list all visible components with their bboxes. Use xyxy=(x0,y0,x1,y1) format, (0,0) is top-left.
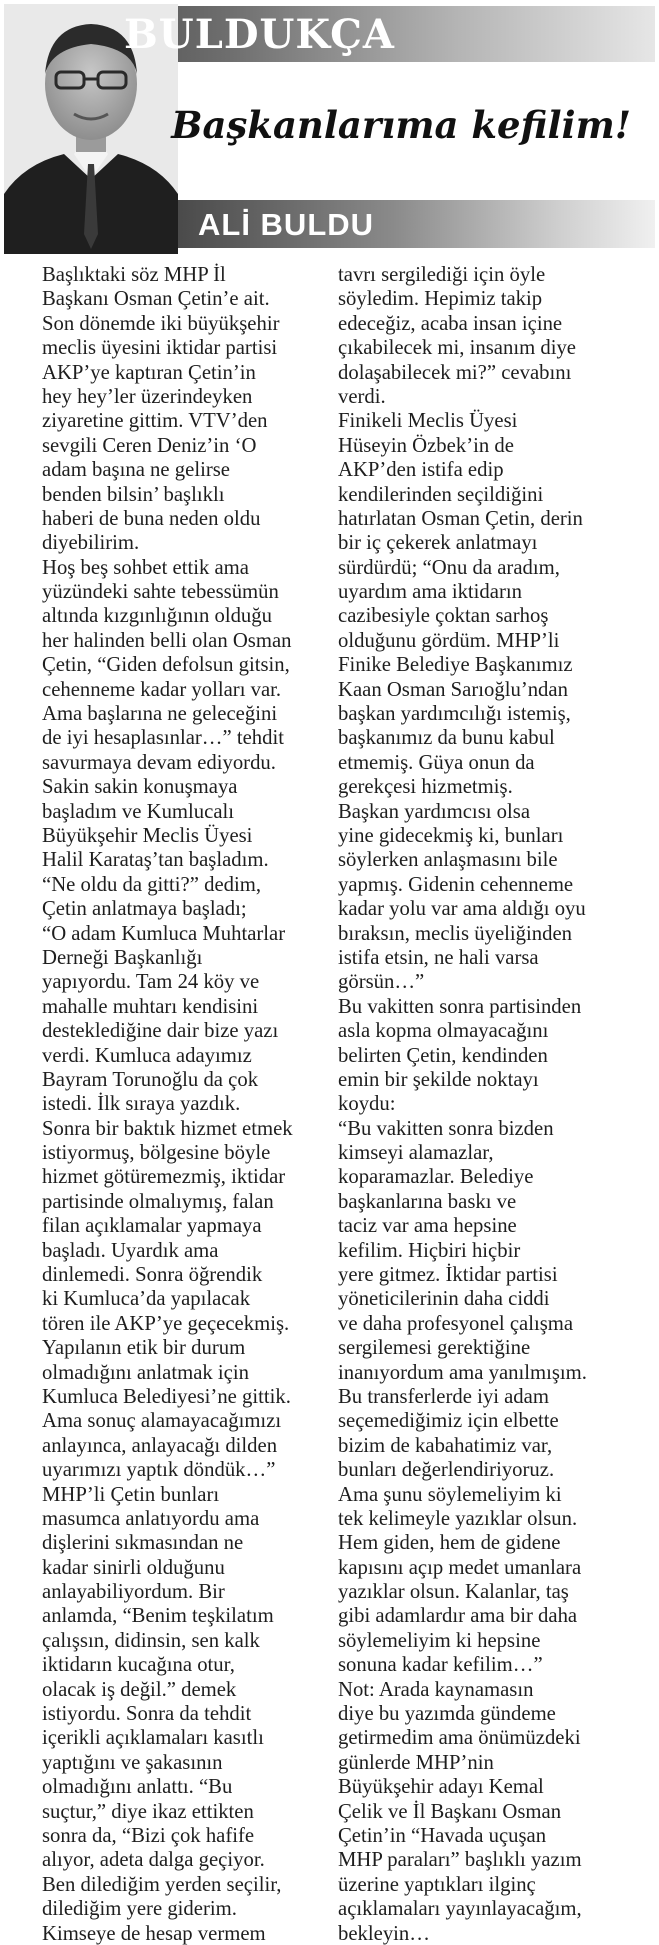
article-text-line: savurmaya devam ediyordu. xyxy=(42,749,276,774)
article-text-line: adam başına ne gelirse xyxy=(42,457,230,482)
article-text-line: görsün…” xyxy=(338,969,425,994)
article-text-line: Başlıktaki söz MHP İl xyxy=(42,262,226,286)
article-text-line: Finikeli Meclis Üyesi xyxy=(338,408,518,433)
article-text-line: Halil Karataş’tan başladım. xyxy=(42,847,269,872)
article-text-line: altında kızgınlığının olduğu xyxy=(42,603,272,628)
article-text-line: kadar sinirli olduğunu xyxy=(42,1554,225,1579)
article-text-line: tören ile AKP’ye geçecekmiş. xyxy=(42,1310,290,1335)
article-text-line: haberi de buna neden oldu xyxy=(42,505,261,530)
article-text-line: Ben dilediğim yerden seçilir, xyxy=(42,1871,282,1896)
article-text-line: bekleyin… xyxy=(338,1920,430,1945)
article-text-line: başladım ve Kumlucalı xyxy=(42,798,235,823)
article-text-line: desteklediğine dair bize yazı xyxy=(42,1018,279,1043)
article-text-line: etmemiş. Güya onun da xyxy=(338,749,535,774)
article-text-line: Hem giden, hem de gidene xyxy=(338,1530,561,1555)
article-text-line: verdi. Kumluca adayımız xyxy=(42,1042,252,1067)
article-text-line: yazıklar olsun. Kalanlar, taş xyxy=(338,1579,569,1604)
article-text-line: benden bilsin’ başlıklı xyxy=(42,481,225,506)
article-text-line: filan açıklamalar yapmaya xyxy=(42,1213,262,1238)
article-text-line: anlayınca, anlayacağı dilden xyxy=(42,1432,278,1457)
article-text-line: sonuna kadar kefilim…” xyxy=(338,1652,543,1677)
article-text-line: Başkan yardımcısı olsa xyxy=(338,798,531,823)
article-text-line: Çetin anlatmaya başladı; xyxy=(42,896,247,921)
article-text-line: getirmedim ama önümüzdeki xyxy=(338,1725,581,1750)
article-text-line: üzerine yaptıkları ilginç xyxy=(338,1871,536,1896)
article-text-line: dişlerini sıkmasından ne xyxy=(42,1530,244,1555)
article-text-line: Son dönemde iki büyükşehir xyxy=(42,310,280,335)
article-text-line: Ama şunu söylemeliyim ki xyxy=(338,1481,562,1506)
column-name: BULDUKÇA xyxy=(124,11,395,58)
article-text-line: açıklamaları yayınlayacağım, xyxy=(338,1896,582,1921)
article-text-line: gerekçesi hizmetmiş. xyxy=(338,774,513,799)
article-text-line: bir iç çekerek anlatmayı xyxy=(338,530,538,555)
article-text-line: Bu transferlerde iyi adam xyxy=(338,1383,549,1408)
article-text-line: Ama başlarına ne geleceğini xyxy=(42,701,278,726)
article-text-line: başladı. Uyardık ama xyxy=(42,1237,219,1262)
article-text-line: kimseyi alamazlar, xyxy=(338,1140,494,1165)
article-text-line: anlayabiliyordum. Bir xyxy=(42,1579,225,1604)
article-text-line: MHP’li Çetin bunları xyxy=(42,1481,220,1506)
article-text-line: gibi adamlardır ama bir daha xyxy=(338,1603,578,1628)
article-text-line: AKP’den istifa edip xyxy=(338,457,504,482)
article-text-line: seçemediğimiz için elbette xyxy=(338,1408,559,1433)
article-text-line: “Ne oldu da gitti?” dedim, xyxy=(42,871,262,896)
column-header xyxy=(0,0,659,258)
article-text-line: koydu: xyxy=(338,1091,396,1116)
article-text-line: istedi. İlk sıraya yazdık. xyxy=(42,1091,241,1116)
article-text-line: sürdürdü; “Onu da aradım, xyxy=(338,554,560,579)
article-text-line: çıkabilecek mi, insanım diye xyxy=(338,335,576,360)
article-text-line: Sonra bir baktık hizmet etmek xyxy=(42,1115,293,1140)
article-text-line: yine gidecekmiş ki, bunları xyxy=(338,822,564,847)
article-text-line: “O adam Kumluca Muhtarlar xyxy=(42,920,286,945)
article-text-line: başkanımız da bunu kabul xyxy=(338,725,555,750)
article-text-line: söylemeliyim ki hepsine xyxy=(338,1627,541,1652)
article-text-line: iktidarın kucağına otur, xyxy=(42,1652,235,1677)
article-text-line: MHP paraları” başlıklı yazım xyxy=(338,1847,582,1872)
article-text-line: ki Kumluca’da yapılacak xyxy=(42,1286,251,1311)
article-text-line: dilediğim yere giderim. xyxy=(42,1896,237,1921)
article-text-line: yapmış. Gidenin cehenneme xyxy=(338,871,574,896)
article-text-line: meclis üyesini iktidar partisi xyxy=(42,335,278,360)
article-text-line: günlerde MHP’nin xyxy=(338,1749,494,1774)
article-text-line: masumca anlatıyordu ama xyxy=(42,1505,260,1530)
article-text-line: anlamda, “Benim teşkilatım xyxy=(42,1603,274,1628)
article-text-line: suçtur,” diye ikaz ettikten xyxy=(42,1798,254,1823)
article-text-line: ve daha profesyonel çalışma xyxy=(338,1310,574,1335)
article-text-line: bizim de kabahatimiz var, xyxy=(338,1432,553,1457)
article-text-line: de iyi hesaplasınlar…” tehdit xyxy=(42,725,285,750)
article-text-line: Finike Belediye Başkanımız xyxy=(338,652,573,677)
article-text-line: kapısını açıp medet umanlara xyxy=(338,1554,582,1579)
article-text-line: kadar yolu var ama aldığı oyu xyxy=(338,896,586,921)
article-text-line: cazibesiyle çoktan sarhoş xyxy=(338,603,549,628)
article-text-line: tavrı sergilediği için öyle xyxy=(338,262,546,286)
article-text-line: sergilemesi gerektiğine xyxy=(338,1335,531,1360)
article-text-line: Sakin sakin konuşmaya xyxy=(42,774,238,799)
article-text-line: Yapılanın etik bir durum xyxy=(42,1335,246,1360)
article-text-line: Derneği Başkanlığı xyxy=(42,944,203,969)
article-text-line: sonra da, “Bizi çok hafife xyxy=(42,1823,255,1847)
article-text-line: Büyükşehir adayı Kemal xyxy=(338,1774,544,1799)
article-text-line: olduğunu gördüm. MHP’li xyxy=(338,627,560,652)
article-text-line: “Bu vakitten sonra bizden xyxy=(338,1115,554,1140)
headline: Başkanlarıma kefilim! xyxy=(171,103,631,147)
article-text-line: olmadığını anlattı. “Bu xyxy=(42,1774,233,1799)
article-text-line: Not: Arada kaynamasın xyxy=(338,1676,534,1701)
article-text-line: cehenneme kadar yolları var. xyxy=(42,676,282,701)
article-text-line: Çelik ve İl Başkanı Osman xyxy=(338,1798,562,1823)
article-text-line: alıyor, adeta dalga geçiyor. xyxy=(42,1847,265,1872)
article-text-line: kefilim. Hiçbiri hiçbir xyxy=(338,1237,521,1262)
article-text-line: Çetin’in “Havada uçuşan xyxy=(338,1823,547,1847)
article-text-line: belirten Çetin, kendinden xyxy=(338,1042,548,1067)
article-column-right xyxy=(338,262,648,1945)
article-text-line: tek kelimeyle yazıklar olsun. xyxy=(338,1505,578,1530)
article-text-line: başkan yardımcılığı istemiş, xyxy=(338,701,571,726)
article-text-line: partisinde olmalıymış, falan xyxy=(42,1188,274,1213)
article-text-line: olacak iş değil.” demek xyxy=(42,1676,237,1701)
article-text-line: Bu vakitten sonra partisinden xyxy=(338,993,582,1018)
article-text-line: yapıyordu. Tam 24 köy ve xyxy=(42,969,260,994)
article-text-line: dolaşabilecek mi?” cevabını xyxy=(338,359,572,384)
article-text-line: olmadığını anlatmak için xyxy=(42,1359,249,1384)
article-text-line: uyardım ama iktidarın xyxy=(338,579,522,604)
article-text-line: diye bu yazımda gündeme xyxy=(338,1701,556,1726)
article-text-line: edeceğiz, acaba insan içine xyxy=(338,310,563,335)
article-text-line: Kaan Osman Sarıoğlu’ndan xyxy=(338,676,568,701)
article-text-line: AKP’ye kaptıran Çetin’in xyxy=(42,359,256,384)
article-text-line: yere gitmez. İktidar partisi xyxy=(338,1262,558,1287)
article-text-line: çalışsın, didinsin, sen kalk xyxy=(42,1627,260,1652)
article-text-line: yüzündeki sahte tebessümün xyxy=(42,579,279,604)
article-text-line: yöneticilerinin daha ciddi xyxy=(338,1286,550,1311)
article-text-line: her halinden belli olan Osman xyxy=(42,627,292,652)
article-text-line: yaptığını ve şakasının xyxy=(42,1749,223,1774)
article-text-line: bunları değerlendiriyoruz. xyxy=(338,1457,555,1482)
article-text-line: hey hey’ler üzerindeyken xyxy=(42,383,253,408)
article-text-line: Hoş beş sohbet ettik ama xyxy=(42,554,249,579)
article-text-line: Başkanı Osman Çetin’e ait. xyxy=(42,286,270,311)
article-text-line: Kumluca Belediyesi’ne gittik. xyxy=(42,1383,291,1408)
article-text-line: söyledim. Hepimiz takip xyxy=(338,286,543,311)
article-text-line: söylerken anlaşmasını bile xyxy=(338,847,558,872)
article-text-line: başkanlarına baskı ve xyxy=(338,1188,517,1213)
author-name: ALİ BULDU xyxy=(198,207,375,242)
article-text-line: sevgili Ceren Deniz’in ‘O xyxy=(42,432,257,457)
article-text-line: hizmet götüremezmiş, iktidar xyxy=(42,1164,286,1189)
article-column-left xyxy=(42,262,352,1945)
article-text-line: taciz var ama hepsine xyxy=(338,1213,517,1238)
article-text-line: emin bir şekilde noktayı xyxy=(338,1066,539,1091)
article-text-line: koparamazlar. Belediye xyxy=(338,1164,534,1189)
article-text-line: Kimseye de hesap vermem xyxy=(42,1920,266,1945)
article-text-line: istiyordu. Sonra da tehdit xyxy=(42,1701,252,1726)
article-text-line: Ama sonuç alamayacağımızı xyxy=(42,1408,282,1433)
article-text-line: diyebilirim. xyxy=(42,530,140,555)
article-text-line: mahalle muhtarı kendisini xyxy=(42,993,259,1018)
article-text-line: kendilerinden seçildiğini xyxy=(338,481,544,506)
article-text-line: dinlemedi. Sonra öğrendik xyxy=(42,1262,263,1287)
article-text-line: uyarımızı yaptık döndük…” xyxy=(42,1457,276,1482)
article-text-line: bıraksın, meclis üyeliğinden xyxy=(338,920,572,945)
article-text-line: inanıyordum ama yanılmışım. xyxy=(338,1359,587,1384)
article-text-line: Büyükşehir Meclis Üyesi xyxy=(42,822,253,847)
article-text-line: istifa etsin, ne hali varsa xyxy=(338,944,539,969)
article-text-line: içerikli açıklamaları kasıtlı xyxy=(42,1725,264,1750)
article-text-line: Bayram Torunoğlu da çok xyxy=(42,1066,259,1091)
article-text-line: Hüseyin Özbek’in de xyxy=(338,432,514,457)
article-text-line: Çetin, “Giden defolsun gitsin, xyxy=(42,652,290,677)
article-text-line: hatırlatan Osman Çetin, derin xyxy=(338,505,583,530)
article-text-line: asla kopma olmayacağını xyxy=(338,1018,549,1043)
article-text-line: verdi. xyxy=(338,383,386,408)
article-text-line: istiyormuş, bölgesine böyle xyxy=(42,1140,271,1165)
article-text-line: ziyaretine gittim. VTV’den xyxy=(42,408,268,433)
